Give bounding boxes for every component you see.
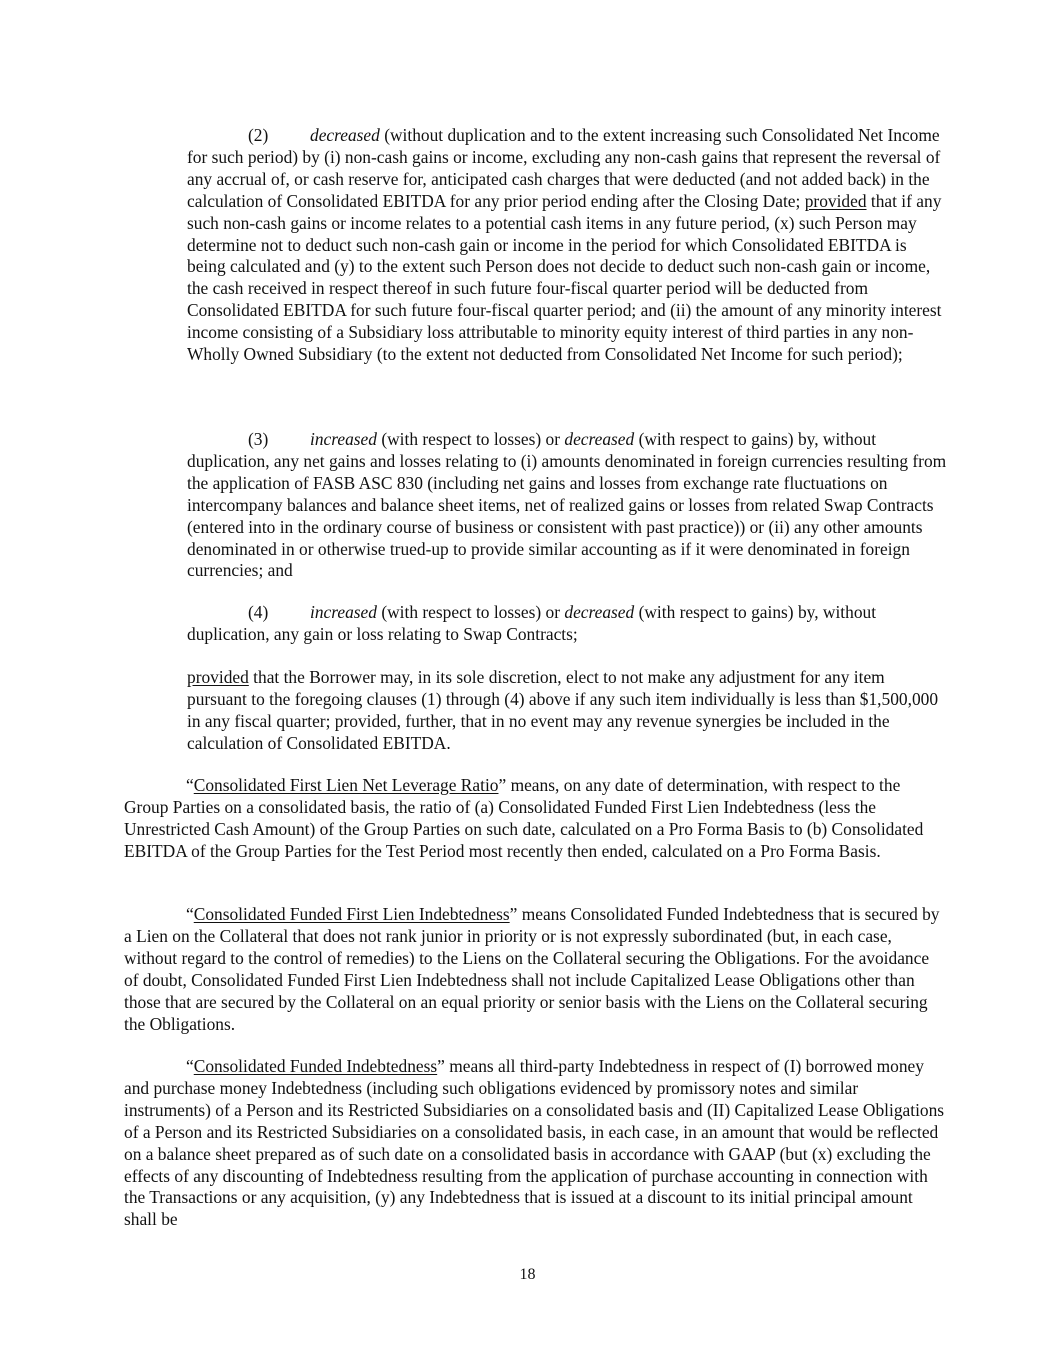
clause-3 xyxy=(187,429,947,582)
definition-funded-first-lien-indebtedness xyxy=(124,904,947,1035)
open-quote: “ xyxy=(186,904,194,924)
clause-2-provided: provided xyxy=(804,190,867,211)
clause-4-text-a: (with respect to losses) or xyxy=(376,602,565,622)
proviso-paragraph xyxy=(187,667,947,755)
close-quote: ” xyxy=(437,1056,445,1076)
definition-text: means, on any date of determination, with respect to the Group Parties on a consolidated basis, the ratio of (a) Consolidated Funded First Lien Indebtedness (less the Unrestricted Cash Amount) of the Group Parties on such date, calculated on a Pro Forma Basis to (b) Consolidated EBITDA of the Group Parties for the Test Period most recently then ended, calculated on a Pro Forma Basis. xyxy=(124,775,924,861)
close-quote: ” xyxy=(498,775,507,795)
clause-3-paragraph xyxy=(187,429,947,582)
definition-text: means Consolidated Funded Indebtedness that is secured by a Lien on the Collateral that does not rank junior in priority or is not expressly subordinated (but, in each case, without regard to the control of remedies) to the Liens on the Collateral securing the Obligations. For the avoidance of doubt, Consolidated Funded First Lien Indebtedness shall not include Capitalized Lease Obligations other than those that are secured by the Collateral on an equal priority or senior basis with the Liens on the Collateral securing the Obligations. xyxy=(124,904,940,1034)
proviso-provided: provided xyxy=(187,667,249,687)
clause-2-number: (2) xyxy=(248,125,269,145)
definition-funded-indebtedness xyxy=(124,1056,947,1231)
proviso xyxy=(187,667,947,755)
clause-2-paragraph xyxy=(187,125,947,366)
definition-text: means all third-party Indebtedness in respect of (I) borrowed money and purchase money Indebtedness (including such obligations evidenced by promissory notes and similar instruments) of a Person and its Restricted Subsidiaries on a consolidated basis and (II) Capitalized Lease Obligations of a Person and its Restricted Subsidiaries on a consolidated basis, in each case, in an amount that would be reflected on a balance sheet prepared as of such date on a consolidated basis in accordance with GAAP (but (x) excluding the effects of any discounting of Indebtedness resulting from the application of purchase accounting in connection with the Transactions or any acquisition, (y) any Indebtedness that is issued at a discount to its initial principal amount shall be xyxy=(124,1056,945,1230)
clause-3-text-a: (with respect to losses) or xyxy=(376,429,565,449)
page-number: 18 xyxy=(519,1266,536,1283)
clause-3-keyword-increased: increased xyxy=(310,429,377,449)
clause-4-number: (4) xyxy=(248,602,269,622)
clause-2-text-a: (without duplication and to the extent increasing such Consolidated Net Income for such period) by (i) non-cash gains or income, excluding any non-cash gains that represent the reversal of any accrual of, or cash reserve for, anticipated cash charges that were deducted (and not added back) in the calculation of Consolidated EBITDA for any prior period ending after the Closing Date; xyxy=(187,125,941,211)
definition-paragraph xyxy=(124,1056,947,1231)
clause-4 xyxy=(187,602,947,646)
clause-4-paragraph xyxy=(187,602,947,646)
definition-paragraph xyxy=(124,904,947,1035)
defined-term: Consolidated First Lien Net Leverage Ratio xyxy=(193,775,499,795)
open-quote: “ xyxy=(186,1056,194,1076)
defined-term: Consolidated Funded First Lien Indebtedness xyxy=(193,904,510,924)
proviso-text: that the Borrower may, in its sole discretion, elect to not make any adjustment for any item pursuant to the foregoing clauses (1) through (4) above if any such item individually is less than $1,500,000 in any fiscal quarter; provided, further, that in no event may any revenue synergies be included in the calculation of Consolidated EBITDA. xyxy=(187,667,939,753)
definition-first-lien-net-leverage-ratio xyxy=(124,775,947,863)
defined-term: Consolidated Funded Indebtedness xyxy=(193,1056,438,1076)
clause-3-text-b: (with respect to gains) by, without duplication, any net gains and losses relating to (i) amounts denominated in foreign currencies resulting from the application of FASB ASC 830 (including net gains and losses from exchange rate fluctuations on intercompany balances and balance sheet items, net of realized gains or losses from related Swap Contracts (entered into in the ordinary course of business or consistent with past practice)) or (ii) any other amounts denominated in or otherwise trued-up to provide similar accounting as if it were denominated in foreign currencies; and xyxy=(187,429,947,581)
clause-2 xyxy=(187,125,947,366)
clause-2-keyword: decreased xyxy=(310,125,380,145)
clause-4-keyword-increased: increased xyxy=(310,602,377,622)
definition-paragraph xyxy=(124,775,947,863)
close-quote: ” xyxy=(509,904,518,924)
clause-2-text-b: that if any such non-cash gains or income relates to a potential cash items in any future period, (x) such Person may determine not to deduct such non-cash gain or income in the period for which Consolidated EBITDA is being calculated and (y) to the extent such Person does not decide to deduct such non-cash gain or income, the cash received in respect thereof in such future four-fiscal quarter period will be deducted from Consolidated EBITDA for such future four-fiscal quarter period; and (ii) the amount of any minority interest income consisting of a Subsidiary loss attributable to minority equity interest of third parties in any non-Wholly Owned Subsidiary (to the extent not deducted from Consolidated Net Income for such period); xyxy=(187,190,942,365)
clause-3-number: (3) xyxy=(248,429,269,449)
clause-4-text-b: (with respect to gains) by, without duplication, any gain or loss relating to Swap Contracts; xyxy=(187,602,877,644)
clause-4-keyword-decreased: decreased xyxy=(564,602,635,622)
clause-3-keyword-decreased: decreased xyxy=(564,429,635,449)
open-quote: “ xyxy=(186,775,194,795)
